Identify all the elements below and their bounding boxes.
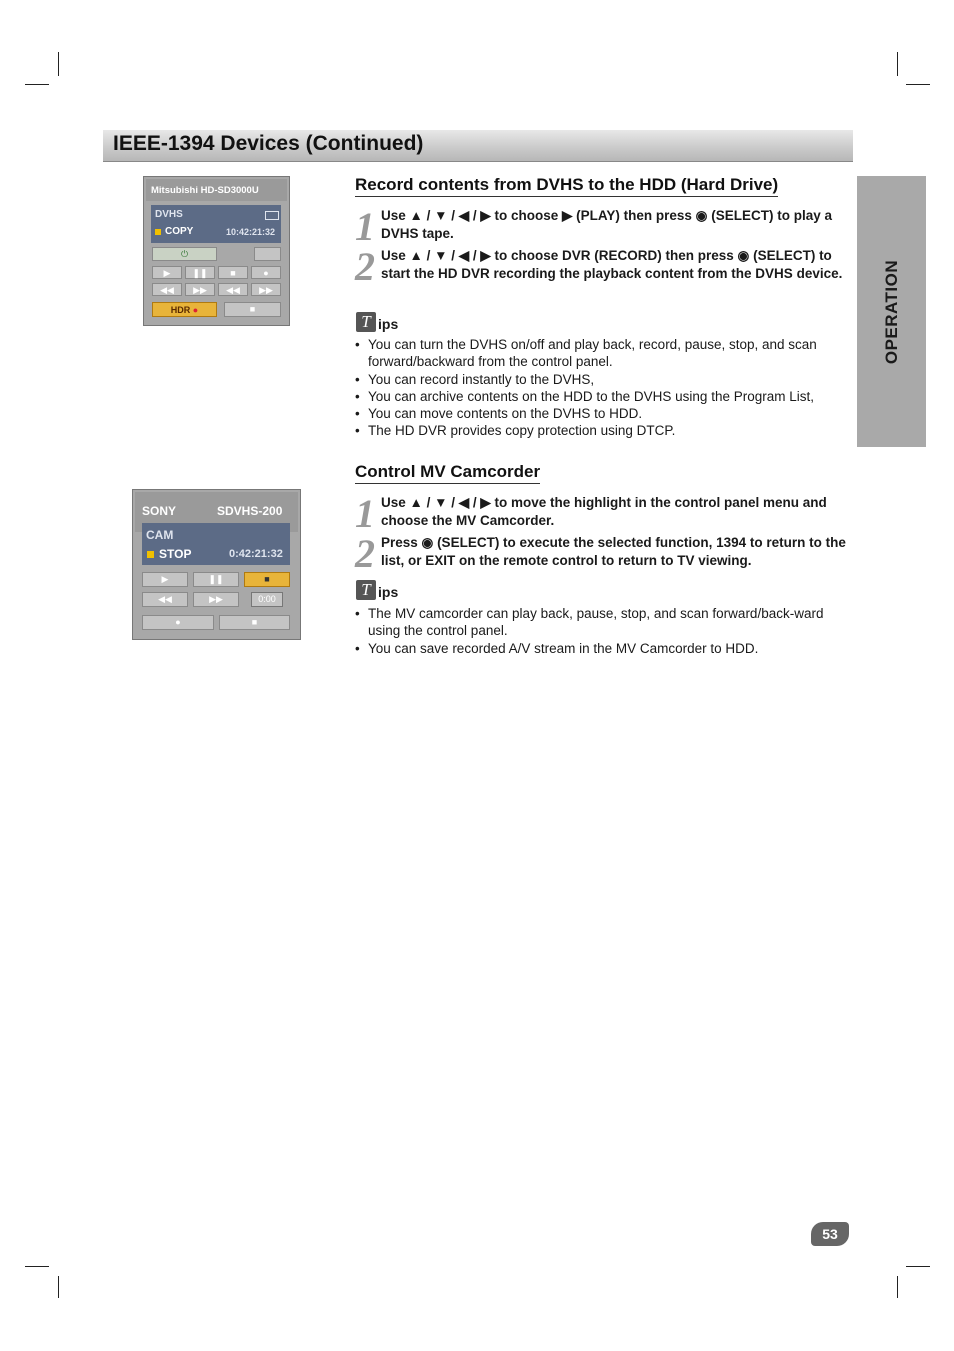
tip-item: • You can save recorded A/V stream in the MV Camcorder to HDD.	[355, 640, 855, 657]
section2-tips-list	[355, 605, 855, 657]
crop-mark	[897, 52, 898, 76]
page-title: IEEE-1394 Devices (Continued)	[113, 132, 424, 155]
dvhs-control-panel-image	[143, 176, 290, 326]
step-number: 1	[355, 204, 375, 249]
tip-item: • The MV camcorder can play back, pause, stop, and scan forward/back-ward using the control panel.	[355, 605, 855, 640]
play-button: ▶	[142, 572, 188, 587]
play-button: ▶	[152, 266, 182, 279]
pause-button: ❚❚	[193, 572, 239, 587]
rewind-button: ◀◀	[152, 283, 182, 296]
camcorder-status: STOP	[159, 547, 192, 561]
time-button-label: 0:00	[258, 594, 276, 604]
section1-tips-heading	[356, 312, 398, 332]
step-number: 2	[355, 531, 375, 576]
step-text: Use ▲ / ▼ / ◀ / ▶ to move the highlight in the control panel menu and choose the MV Camcorder.	[381, 495, 827, 528]
camcorder-mode: CAM	[146, 528, 174, 542]
prev-button: ◀◀	[218, 283, 248, 296]
crop-mark	[897, 1276, 898, 1298]
camcorder-counter: 0:42:21:32	[229, 548, 283, 560]
crop-mark	[25, 1266, 49, 1267]
hdd-record-button: ●	[142, 615, 214, 630]
section2-heading: Control MV Camcorder	[355, 462, 540, 484]
dvhs-counter: 10:42:21:32	[226, 227, 276, 237]
step-number: 2	[355, 244, 375, 289]
crop-mark	[906, 84, 930, 85]
section1-step-1	[355, 204, 850, 249]
hdr-record-button	[152, 302, 217, 317]
red-record-icon: ●	[192, 305, 199, 315]
stop-indicator-icon	[147, 551, 154, 558]
camcorder-model: SDVHS-200	[217, 504, 283, 518]
tip-item: • You can record instantly to the DVHS,	[355, 371, 855, 388]
tips-label: ips	[378, 584, 399, 600]
time-button	[251, 592, 283, 607]
tip-item: • You can archive contents on the HDD to the DVHS using the Program List,	[355, 388, 855, 405]
crop-mark	[25, 84, 49, 85]
time-button	[254, 247, 281, 261]
cassette-icon	[265, 211, 279, 220]
step-text: Use ▲ / ▼ / ◀ / ▶ to choose ▶ (PLAY) then press ◉ (SELECT) to play a DVHS tape.	[381, 208, 832, 241]
forward-button: ▶▶	[193, 592, 239, 607]
stop-button: ■	[218, 266, 248, 279]
section1-heading: Record contents from DVHS to the HDD (Hard Drive)	[355, 175, 778, 197]
record-button: ●	[251, 266, 281, 279]
section1-step-2	[355, 244, 850, 289]
tips-icon: T	[356, 580, 376, 600]
tips-label: ips	[378, 316, 399, 332]
step-text: Use ▲ / ▼ / ◀ / ▶ to choose DVR (RECORD) then press ◉ (SELECT) to start the HD DVR recording the playback content from the DVHS device.	[381, 248, 843, 281]
section-side-tab	[857, 176, 926, 447]
next-button: ▶▶	[251, 283, 281, 296]
tip-item: • You can move contents on the DVHS to HDD.	[355, 405, 855, 422]
page-number: 53	[811, 1222, 849, 1246]
dvhs-mode: DVHS	[155, 209, 183, 220]
camcorder-brand: SONY	[142, 504, 177, 518]
step-text: Press ◉ (SELECT) to execute the selected function, 1394 to return to the list, or EXIT on the remote control to return to TV viewing.	[381, 535, 846, 568]
section2-step-2	[355, 531, 850, 576]
hdd-stop-button: ■	[224, 302, 281, 317]
record-dot-icon	[155, 229, 161, 235]
hdd-stop-button: ■	[219, 615, 290, 630]
section1-tips-list	[355, 336, 855, 440]
tips-icon: T	[356, 312, 376, 332]
dvhs-device-name: Mitsubishi HD-SD3000U	[151, 185, 259, 196]
crop-mark	[906, 1266, 930, 1267]
side-tab-label: OPERATION	[881, 259, 901, 364]
crop-mark	[58, 1276, 59, 1298]
rewind-button: ◀◀	[142, 592, 188, 607]
page-title-bar	[103, 130, 853, 162]
camcorder-control-panel-image	[132, 489, 301, 640]
section2-step-1	[355, 491, 850, 536]
step-number: 1	[355, 491, 375, 536]
section2-tips-heading	[356, 580, 398, 600]
hdr-label: HDR	[170, 305, 191, 315]
dvhs-status: COPY	[165, 226, 194, 237]
stop-button: ■	[244, 572, 290, 587]
pause-button: ❚❚	[185, 266, 215, 279]
crop-mark	[58, 52, 59, 76]
power-button: ⏻	[152, 247, 217, 261]
tip-item: • You can turn the DVHS on/off and play back, record, pause, stop, and scan forward/backward from the control panel.	[355, 336, 855, 371]
forward-button: ▶▶	[185, 283, 215, 296]
tip-item: • The HD DVR provides copy protection using DTCP.	[355, 422, 855, 439]
